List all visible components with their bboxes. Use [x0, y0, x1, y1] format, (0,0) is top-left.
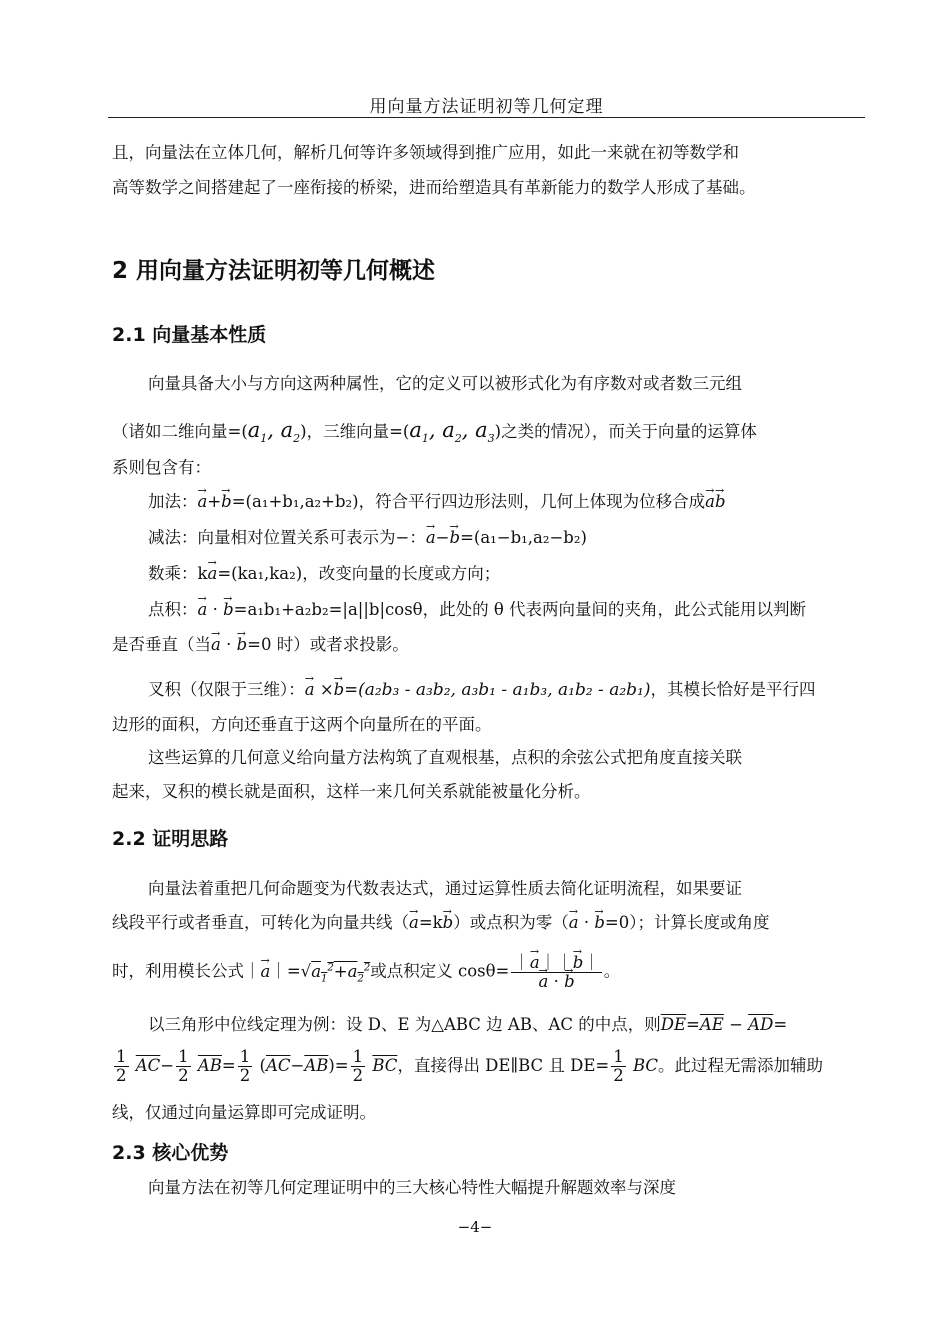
cross-product-formula: (a₂b₃ - a₃b₂, a₃b₁ - a₁b₃, a₁b₂ - a₂b₁)	[358, 680, 651, 700]
vector-a: → a	[198, 592, 208, 627]
paragraph-line: 高等数学之间搭建起了一座衔接的桥梁，进而给塑造具有革新能力的数学人形成了基础。	[112, 178, 756, 197]
paragraph-line: 以三角形中位线定理为例：设 D、E 为△ABC 边 AB、AC 的中点，则$\overline{DE}=\overline{AE} - \overline{AD}=$	[148, 1015, 788, 1034]
text-segment: 。此过程无需添加辅助	[658, 1056, 824, 1075]
text-segment: 数乘：k	[148, 564, 208, 583]
vector-a: → a	[569, 905, 579, 940]
cos-fraction: ｜→ a｜｜→ b｜ → a · → b	[511, 954, 601, 991]
vector-b: → b	[443, 905, 454, 940]
text-segment: =0）；计算长度或角度	[604, 913, 770, 932]
vector-DE: $\overline{DE}$	[660, 1015, 687, 1034]
text-segment: ｜=	[270, 961, 301, 981]
paragraph-line: 向量具备大小与方向这两种属性，它的定义可以被形式化为有序数对或者数三元组	[148, 374, 742, 393]
text-segment: 线段平行或者垂直，可转化为向量共线（	[112, 913, 409, 932]
paragraph-line: 起来，叉积的模长就是面积，这样一来几何关系就能被量化分析。	[112, 782, 591, 801]
text-segment: ）或点积为零（	[453, 913, 569, 932]
paragraph-line: 时，利用模长公式｜→ $a|=√a_1^2+a_2^2$或点积定义 cosθ= ｜→ a｜｜→ b｜ → a · → b 。	[112, 950, 860, 996]
paragraph-line: 向量方法在初等几何定理证明中的三大核心特性大幅提升解题效率与深度	[148, 1178, 676, 1197]
subsection-heading: 2.2 证明思路	[112, 828, 229, 850]
text-segment: =k	[418, 913, 443, 932]
text-segment: 是否垂直（当	[112, 635, 211, 654]
paragraph-line: 且，向量法在立体几何，解析几何等许多领域得到推广应用，如此一来就在初等数学和	[112, 143, 739, 162]
text-segment: 以三角形中位线定理为例：设 D、E 为△ABC 边 AB、AC 的中点，则	[148, 1015, 661, 1034]
formula-line-add: 加法：→ a+→ b=(a₁+b₁,a₂+b₂)，符合平行四边形法则，几何上体现为位移合成→ a→ b	[112, 484, 896, 519]
math-a123: $a_1$, $a_2$, $a_3$	[409, 418, 495, 446]
paragraph-line: 向量法着重把几何命题变为代数表达式，通过运算性质去简化证明流程，如果要证	[148, 879, 742, 898]
vector-b: → b	[594, 905, 605, 940]
text-segment: =(ka₁,ka₂)，改变向量的长度或方向；	[217, 564, 501, 583]
text-segment: （诸如二维向量=(	[112, 422, 248, 441]
vector-a: → a	[426, 520, 436, 555]
text-segment: ，直接得出 DE∥BC 且 DE=	[397, 1056, 610, 1075]
paragraph-line: 线段平行或者垂直，可转化为向量共线（→ a=k→ b）或点积为零（→ a · → b=0）；计算长度或角度	[112, 905, 860, 940]
text-segment: 减法：向量相对位置关系可表示为−：	[148, 528, 426, 547]
text-segment: 时，利用模长公式｜	[112, 961, 261, 981]
sqrt-formula: $√a_1^2+a_2^2$	[300, 961, 371, 984]
vector-a: → a	[208, 556, 218, 591]
section-heading: 2 用向量方法证明初等几何概述	[112, 258, 436, 284]
text-segment: 点积：	[148, 600, 198, 619]
text-segment: 加法：	[148, 492, 198, 511]
header-rule	[108, 117, 865, 118]
text-segment: )，三维向量=(	[300, 422, 410, 441]
vector-a: → a	[705, 484, 715, 519]
subsection-heading: 2.1 向量基本性质	[112, 324, 267, 346]
vector-b: → b	[223, 592, 234, 627]
formula-line-cross: 叉积（仅限于三维）：→ a ×→ b=(a₂b₃ - a₃b₂, a₃b₁ - a₁b₃, a₁b₂ - a₂b₁)，其模长恰好是平行四	[112, 672, 896, 708]
paragraph-line: $\frac{1}{2}$ $\overline{AC}-$ $\frac{1}{2}$ $\overline{AB}=$ $\frac{1}{2}$ $(\overline{AC}-\overline{AB})=$ $\frac{1}{2}$ $\overline{BC}$，直接得出 DE∥BC 且 DE= $\frac{1}{2}$ BC。此过程无需添加辅助	[116, 1047, 824, 1085]
vector-b: → b	[715, 484, 726, 519]
vector-b: → b	[221, 484, 232, 519]
vector-a: → a	[198, 484, 208, 519]
text-segment: ，其模长恰好是平行四	[650, 680, 816, 699]
paragraph-line: 这些运算的几何意义给向量方法构筑了直观根基，点积的余弦公式把角度直接关联	[148, 748, 742, 767]
subsection-heading: 2.3 核心优势	[112, 1142, 229, 1164]
text-segment: 或点积定义 cosθ=	[370, 961, 510, 981]
formula-line-sub: 减法：向量相对位置关系可表示为−：→ a−→ b=(a₁−b₁,a₂−b₂)	[112, 520, 896, 555]
text-segment: =(a₁−b₁,a₂−b₂)	[460, 528, 587, 547]
paragraph-line: 系则包含有：	[112, 458, 211, 477]
vector-a: → a	[409, 905, 419, 940]
paragraph-line: 线，仅通过向量运算即可完成证明。	[112, 1103, 376, 1122]
math-a1: $a_1$, $a_2$	[247, 418, 301, 446]
text-segment: =(a₁+b₁,a₂+b₂)，符合平行四边形法则，几何上体现为位移合成	[231, 492, 706, 511]
vector-AD: $\overline{AD}$	[748, 1015, 774, 1034]
vector-b: → b	[334, 672, 345, 707]
paragraph-line: 边形的面积，方向还垂直于这两个向量所在的平面。	[112, 715, 492, 734]
half-fraction: $\frac{1}{2}$	[116, 1047, 127, 1085]
vector-a: → a	[305, 672, 315, 707]
formula-line-dot: 点积：→ a · → b=a₁b₁+a₂b₂=|a||b|cosθ，此处的 θ 代表两向量间的夹角，此公式能用以判断	[112, 592, 896, 627]
vector-b: → b	[450, 520, 461, 555]
paragraph-line: 是否垂直（当→ a · → b=0 时）或者求投影。	[112, 627, 860, 662]
running-header: 用向量方法证明初等几何定理	[369, 97, 604, 117]
text-segment: =a₁b₁+a₂b₂=|a||b|cosθ，此处的 θ 代表两向量间的夹角，此公式能用以判断	[233, 600, 807, 619]
vector-AE: $\overline{AE}$	[699, 1015, 724, 1034]
vector-a: → a	[261, 954, 271, 989]
vector-b: → b	[237, 627, 248, 662]
vector-a: → a	[211, 627, 221, 662]
text-segment: =0 时）或者求投影。	[247, 635, 409, 654]
text-segment: 叉积（仅限于三维）：	[148, 680, 305, 699]
page-number: −4−	[457, 1218, 493, 1236]
text-segment: )之类的情况），而关于向量的运算体	[494, 422, 757, 441]
